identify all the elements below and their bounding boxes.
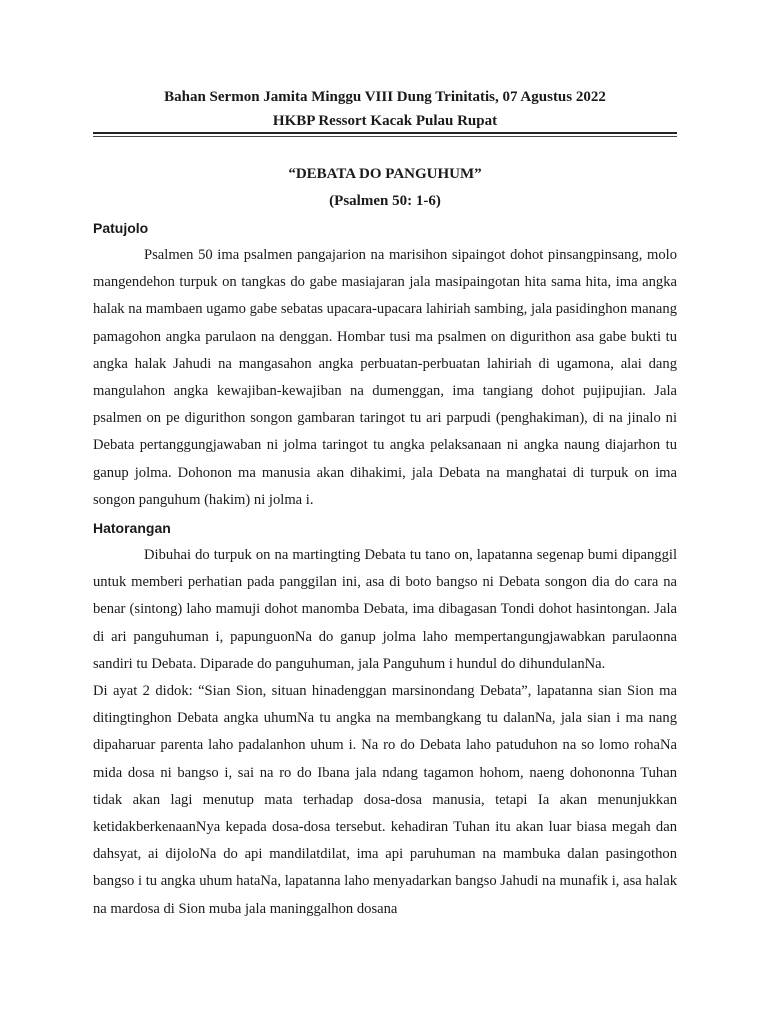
header-church: HKBP Ressort Kacak Pulau Rupat (272, 113, 498, 129)
section-heading-intro: Patujolo (93, 220, 149, 236)
header-divider-thin (93, 136, 677, 137)
sermon-title-block (93, 162, 677, 213)
explanation-paragraph: Dibuhai do turpuk on na martingting Debata tu tano on, lapatanna segenap bumi dipanggil untuk memberi perhatian pada panggilan ini, asa di boto bangso ni Debata songon dia do cara na benar (sintong) laho mamuji dohot manomba Debata, ima dibagasan Tondi dohot hasintongan. Jala di ari panguhuman i, papunguonNa do ganup jolma laho mempertangungjawabkan parulaonna sandiri tu Debata. Diparade do panguhuman, jala Panguhum i hundul do dihundulanNa. (93, 547, 677, 672)
header-title: Bahan Sermon Jamita Minggu VIII Dung Trinitatis, 07 Agustus 2022 (164, 89, 606, 105)
document-body (93, 214, 677, 923)
header-divider-thick (93, 132, 677, 134)
section-heading-explanation: Hatorangan (93, 520, 171, 537)
sermon-title: “DEBATA DO PANGUHUM” (288, 166, 482, 182)
intro-paragraph: Psalmen 50 ima psalmen pangajarion na marisihon sipaingot dohot pinsangpinsang, molo mangendehon turpuk on tangkas do gabe masiajaran jala masipaingotan hita sama hita, ima angka halak na mambaen ugamo gabe sebatas upacara-upacara lahiriah sambing, jala pasidinghon manang pamagohon angka parulaon na denggan. Hombar tusi ma psalmen on digurithon asa gabe bukti tu angka halak Jahudi na mangasahon angka perbuatan-perbuatan lahiriah di ugamona, alai dang mangulahon angka kewajiban-kewajiban na dumenggan, ima tangiang dohot pujipujian. Jala psalmen on pe digurithon songon gambaran taringot tu ari parpudi (penghakiman), di na jinalo ni Debata pertanggungjawaban ni jolma taringot tu angka pelaksanaan ni angka naung diajarhon tu ganup jolma. Dohonon ma manusia akan dihakimi, jala Debata na manghatai di turpuk on ima songon panguhum (hakim) ni jolma i. (93, 247, 677, 508)
scripture-reference: (Psalmen 50: 1-6) (329, 193, 441, 209)
verse-paragraph: Di ayat 2 didok: “Sian Sion, situan hinadenggan marsinondang Debata”, lapatanna sian Sion ma ditingtinghon Debata angka uhumNa tu angka na membangkang tu dalanNa, jala sian i ma nang dipaharuar parenta laho padalanhon uhum i. Na ro do Debata laho patuduhon na so lomo rohaNa mida dosa ni bangso i, sai na ro do Ibana jala ndang tagamon hohom, naeng dohononna Tuhan tidak akan lagi menutup mata terhadap dosa-dosa manusia, tetapi Ia akan menunjukkan ketidakberkenaanNya kepada dosa-dosa tersebut. kehadiran Tuhan itu akan luar biasa megah dan dahsyat, ai dijoloNa do api mandilatdilat, ima api paruhuman na mambuka dalan pasingothon bangso i tu angka uhum hataNa, lapatanna laho menyadarkan bangso Jahudi na munafik i, asa halak na mardosa di Sion muba jala maninggalhon dosana (93, 683, 677, 917)
document-header (93, 86, 677, 132)
